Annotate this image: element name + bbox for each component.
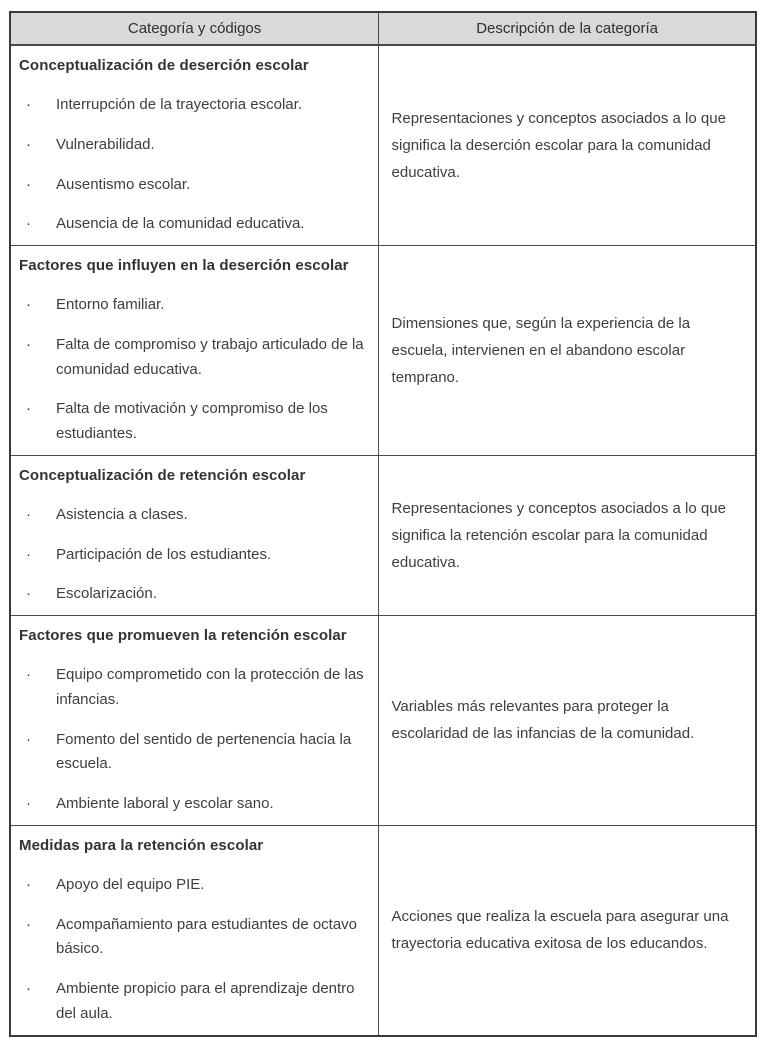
code-text: Acompañamiento para estudiantes de octavo básico. xyxy=(56,915,358,958)
bullet-icon: · xyxy=(26,875,31,893)
categories-table xyxy=(9,11,757,1037)
code-text: Ausencia de la comunidad educativa. xyxy=(56,215,305,233)
code-text: Asistencia a clases. xyxy=(56,505,188,523)
table-row xyxy=(11,455,755,615)
category-title: Medidas para la retención escolar xyxy=(19,836,264,854)
code-item xyxy=(19,173,368,198)
code-item xyxy=(19,792,368,817)
code-item xyxy=(19,397,368,447)
code-item xyxy=(19,728,368,778)
code-text: Falta de motivación y compromiso de los estudiantes. xyxy=(56,400,328,442)
column-header-category: Categoría y códigos xyxy=(11,13,379,44)
codes-list xyxy=(19,93,368,237)
code-item xyxy=(19,212,368,237)
codes-list xyxy=(19,503,368,607)
code-text: Participación de los estudiantes. xyxy=(56,545,272,563)
category-title: Conceptualización de retención escolar xyxy=(19,466,306,484)
code-item xyxy=(19,873,368,898)
code-item xyxy=(19,93,368,118)
code-text: Vulnerabilidad. xyxy=(56,135,155,153)
table-row xyxy=(11,615,755,825)
table-row xyxy=(11,825,755,1035)
code-item xyxy=(19,293,368,318)
bullet-icon: · xyxy=(26,730,31,748)
bullet-icon: · xyxy=(26,980,31,997)
category-cell xyxy=(11,456,379,615)
description-text: Representaciones y conceptos asociados a lo que significa la retención escolar para la comunidad educativa. xyxy=(391,499,726,571)
table-row xyxy=(11,245,755,455)
code-item xyxy=(19,913,368,963)
bullet-icon: · xyxy=(26,296,31,313)
description-cell xyxy=(379,46,755,245)
description-cell xyxy=(379,246,755,455)
code-item xyxy=(19,133,368,158)
code-text: Falta de compromiso y trabajo articulado de la comunidad educativa. xyxy=(56,335,364,378)
code-text: Escolarización. xyxy=(56,585,157,603)
description-text: Dimensiones que, según la experiencia de la escuela, intervienen en el abandono escolar temprano. xyxy=(391,314,691,386)
code-item xyxy=(19,582,368,607)
bullet-icon: · xyxy=(26,585,31,603)
bullet-icon: · xyxy=(26,795,31,812)
code-item xyxy=(19,543,368,568)
bullet-icon: · xyxy=(26,175,31,193)
code-item xyxy=(19,503,368,528)
code-item xyxy=(19,977,368,1027)
code-item xyxy=(19,333,368,383)
code-text: Equipo comprometido con la protección de las infancias. xyxy=(56,666,364,708)
category-cell xyxy=(11,46,379,245)
codes-list xyxy=(19,293,368,447)
description-text: Representaciones y conceptos asociados a lo que significa la deserción escolar para la comunidad educativa. xyxy=(391,110,726,181)
category-cell xyxy=(11,246,379,455)
code-text: Interrupción de la trayectoria escolar. xyxy=(56,96,302,113)
code-item xyxy=(19,663,368,713)
bullet-icon: · xyxy=(26,915,31,933)
code-text: Entorno familiar. xyxy=(56,296,165,313)
code-text: Ambiente laboral y escolar sano. xyxy=(56,795,274,812)
table-header-row xyxy=(11,13,755,45)
description-text: Variables más relevantes para proteger la escolaridad de las infancias de la comunidad. xyxy=(391,698,695,743)
code-text: Fomento del sentido de pertenencia hacia la escuela. xyxy=(56,730,352,773)
bullet-icon: · xyxy=(26,400,31,418)
description-cell xyxy=(379,456,755,615)
category-title: Factores que influyen en la deserción escolar xyxy=(19,257,349,274)
bullet-icon: · xyxy=(26,135,31,153)
bullet-icon: · xyxy=(26,96,31,113)
codes-list xyxy=(19,873,368,1027)
code-text: Ausentismo escolar. xyxy=(56,175,191,193)
category-title: Factores que promueven la retención escolar xyxy=(19,627,347,644)
bullet-icon: · xyxy=(26,335,31,353)
category-title: Conceptualización de deserción escolar xyxy=(19,57,309,74)
category-cell xyxy=(11,616,379,825)
description-cell xyxy=(379,616,755,825)
bullet-icon: · xyxy=(26,666,31,683)
bullet-icon: · xyxy=(26,505,31,523)
description-cell xyxy=(379,826,755,1035)
code-text: Apoyo del equipo PIE. xyxy=(56,875,205,893)
category-cell xyxy=(11,826,379,1035)
bullet-icon: · xyxy=(26,215,31,233)
column-header-description: Descripción de la categoría xyxy=(476,20,658,37)
code-text: Ambiente propicio para el aprendizaje dentro del aula. xyxy=(56,980,355,1022)
codes-list xyxy=(19,663,368,817)
table-row xyxy=(11,45,755,245)
description-text: Acciones que realiza la escuela para asegurar una trayectoria educativa exitosa de los educandos. xyxy=(391,908,729,953)
bullet-icon: · xyxy=(26,545,31,563)
